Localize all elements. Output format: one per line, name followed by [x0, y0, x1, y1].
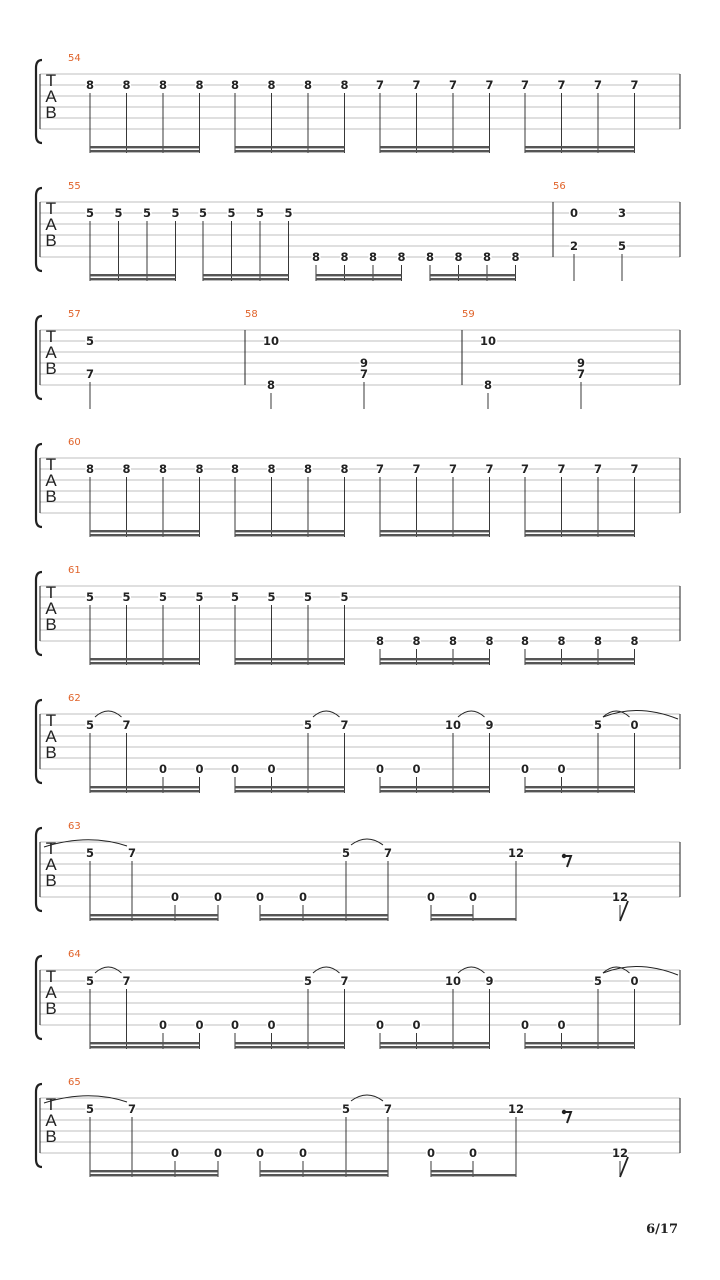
system-bracket	[36, 700, 42, 783]
fret-number: 5	[255, 206, 265, 220]
system-bracket	[36, 444, 42, 527]
beam	[430, 278, 516, 280]
fret-number: 7	[520, 78, 530, 92]
beam	[235, 146, 345, 148]
beam	[90, 1170, 218, 1172]
fret-number: 0	[569, 206, 579, 220]
tab-clef-letter: A	[45, 855, 57, 874]
tab-clef-letter: A	[45, 215, 57, 234]
beam	[380, 658, 490, 660]
tab-clef-letter: A	[45, 599, 57, 618]
fret-number: 10	[479, 334, 497, 348]
fret-number: 0	[230, 762, 240, 776]
tab-system	[36, 53, 680, 153]
system-bracket	[36, 956, 42, 1039]
beam	[431, 918, 473, 920]
fret-number: 9	[485, 974, 494, 988]
tab-clef-letter: B	[45, 231, 57, 250]
fret-number: 5	[303, 974, 313, 988]
beam	[260, 1174, 388, 1176]
fret-number: 12	[507, 1102, 525, 1116]
tab-system	[36, 1077, 680, 1177]
beam	[473, 1174, 516, 1176]
fret-number: 0	[557, 762, 566, 776]
fret-number: 8	[230, 462, 240, 476]
fret-number: 0	[375, 1018, 385, 1032]
fret-number: 8	[593, 634, 603, 648]
fret-number: 0	[298, 1146, 308, 1160]
fret-number: 0	[255, 1146, 265, 1160]
beam	[525, 150, 635, 152]
tab-clef-letter: A	[45, 1111, 57, 1130]
fret-number: 7	[340, 718, 349, 732]
fret-number: 12	[611, 1146, 629, 1160]
fret-number: 8	[85, 462, 95, 476]
tab-clef-letter: A	[45, 87, 57, 106]
fret-number: 5	[85, 334, 95, 348]
fret-number: 7	[122, 974, 131, 988]
beam	[525, 662, 635, 664]
measure-number: 64	[68, 949, 81, 960]
beam	[235, 1042, 345, 1044]
beam	[90, 918, 218, 920]
fret-number: 8	[122, 462, 131, 476]
system-bracket	[36, 1084, 42, 1167]
fret-number: 5	[617, 239, 627, 253]
fret-number: 5	[114, 206, 123, 220]
tab-clef-letter: B	[45, 359, 57, 378]
fret-number: 8	[557, 634, 566, 648]
fret-number: 5	[593, 718, 603, 732]
fret-number: 7	[593, 462, 603, 476]
beam	[90, 278, 176, 280]
fret-number: 7	[557, 78, 566, 92]
fret-number: 7	[557, 462, 566, 476]
fret-number: 8	[412, 634, 421, 648]
fret-number: 7	[630, 78, 639, 92]
beam	[525, 534, 635, 536]
fret-number: 0	[468, 1146, 478, 1160]
beam	[431, 1170, 473, 1172]
fret-number: 5	[303, 718, 313, 732]
fret-number: 0	[213, 890, 223, 904]
eighth-rest-dot	[562, 1110, 566, 1114]
tab-clef-letter: A	[45, 471, 57, 490]
fret-number: 8	[266, 378, 276, 392]
fret-number: 7	[383, 846, 393, 860]
fret-number: 0	[426, 890, 436, 904]
fret-number: 5	[142, 206, 152, 220]
beam	[316, 278, 402, 280]
fret-number: 10	[262, 334, 280, 348]
fret-number: 3	[617, 206, 627, 220]
fret-number: 8	[483, 378, 493, 392]
tab-system	[36, 821, 680, 921]
beam	[260, 914, 388, 916]
beam	[235, 534, 345, 536]
beam	[90, 658, 200, 660]
tab-clef-letter: A	[45, 727, 57, 746]
fret-number: 0	[213, 1146, 223, 1160]
beam	[525, 658, 635, 660]
fret-number: 7	[448, 78, 458, 92]
beam	[380, 662, 490, 664]
fret-number: 7	[485, 462, 494, 476]
tab-clef-letter: B	[45, 1127, 57, 1146]
measure-number: 54	[68, 53, 81, 64]
tab-clef-letter: A	[45, 343, 57, 362]
fret-number: 0	[557, 1018, 566, 1032]
beam	[90, 1042, 200, 1044]
fret-number: 5	[195, 590, 204, 604]
fret-number: 8	[630, 634, 639, 648]
fret-number: 7	[85, 367, 95, 381]
tab-system	[36, 565, 680, 665]
fret-number: 5	[303, 590, 313, 604]
beam	[235, 150, 345, 152]
fret-number: 7	[520, 462, 530, 476]
note-flag	[620, 901, 628, 921]
fret-number: 0	[158, 762, 168, 776]
tab-system	[36, 309, 680, 409]
beam	[380, 534, 490, 536]
beam	[431, 1174, 473, 1176]
beam	[90, 1174, 218, 1176]
beam	[90, 914, 218, 916]
beam	[203, 278, 289, 280]
beam	[380, 1042, 490, 1044]
fret-number: 8	[482, 250, 492, 264]
beam	[260, 918, 388, 920]
tab-clef-letter: B	[45, 999, 57, 1018]
tab-clef-letter: T	[45, 71, 57, 90]
beam	[90, 150, 200, 152]
fret-number: 0	[520, 762, 530, 776]
fret-number: 0	[267, 762, 276, 776]
fret-number: 5	[122, 590, 131, 604]
fret-number: 8	[485, 634, 494, 648]
system-bracket	[36, 188, 42, 271]
fret-number: 8	[303, 78, 313, 92]
tab-clef-letter: T	[45, 711, 57, 730]
tab-system	[36, 437, 680, 537]
measure-number: 59	[462, 309, 475, 320]
beam	[380, 786, 490, 788]
fret-number: 7	[630, 462, 639, 476]
beam	[430, 274, 516, 276]
fret-number: 12	[507, 846, 525, 860]
fret-number: 8	[303, 462, 313, 476]
tie-arc	[603, 966, 678, 975]
beam	[525, 530, 635, 532]
fret-number: 0	[412, 1018, 421, 1032]
tab-clef-letter: T	[45, 839, 57, 858]
fret-number: 5	[85, 590, 95, 604]
beam	[380, 530, 490, 532]
measure-number: 60	[68, 437, 81, 448]
fret-number: 5	[158, 590, 168, 604]
fret-number: 7	[122, 718, 131, 732]
measure-number: 57	[68, 309, 81, 320]
fret-number: 8	[520, 634, 530, 648]
tab-system	[36, 949, 680, 1049]
fret-number: 5	[230, 590, 240, 604]
beam	[525, 1042, 635, 1044]
beam	[90, 530, 200, 532]
beam	[525, 1046, 635, 1048]
fret-number: 0	[230, 1018, 240, 1032]
fret-number: 0	[426, 1146, 436, 1160]
fret-number: 5	[284, 206, 293, 220]
eighth-rest-dot	[562, 854, 566, 858]
fret-number: 7	[485, 78, 494, 92]
measure-number: 63	[68, 821, 81, 832]
fret-number: 10	[444, 974, 462, 988]
fret-number: 8	[425, 250, 435, 264]
fret-number: 7	[412, 462, 421, 476]
fret-number: 0	[412, 762, 421, 776]
beam	[90, 146, 200, 148]
beam	[525, 786, 635, 788]
fret-number: 5	[198, 206, 208, 220]
fret-number: 0	[170, 1146, 180, 1160]
fret-number: 8	[511, 250, 520, 264]
fret-number: 8	[448, 634, 458, 648]
fret-number: 0	[267, 1018, 276, 1032]
beam	[525, 790, 635, 792]
fret-number: 8	[311, 250, 321, 264]
tab-clef-letter: B	[45, 103, 57, 122]
beam	[90, 274, 176, 276]
tab-clef-letter: B	[45, 871, 57, 890]
fret-number: 0	[375, 762, 385, 776]
fret-number: 0	[170, 890, 180, 904]
fret-number: 7	[127, 846, 137, 860]
fret-number: 8	[267, 462, 276, 476]
fret-number: 0	[255, 890, 265, 904]
fret-number: 7	[593, 78, 603, 92]
measure-number: 55	[68, 181, 81, 192]
beam	[90, 790, 200, 792]
beam	[380, 1046, 490, 1048]
fret-number: 9	[485, 718, 494, 732]
fret-number: 5	[593, 974, 603, 988]
fret-number: 5	[227, 206, 236, 220]
fret-number: 0	[630, 974, 639, 988]
beam	[260, 1170, 388, 1172]
tab-clef-letter: T	[45, 1095, 57, 1114]
tab-clef-letter: T	[45, 583, 57, 602]
fret-number: 8	[230, 78, 240, 92]
note-flag	[620, 1157, 628, 1177]
fret-number: 8	[195, 78, 204, 92]
fret-number: 0	[195, 762, 204, 776]
fret-number: 0	[630, 718, 639, 732]
measure-number: 61	[68, 565, 81, 576]
fret-number: 8	[340, 78, 349, 92]
beam	[90, 534, 200, 536]
fret-number: 0	[298, 890, 308, 904]
tab-clef-letter: T	[45, 199, 57, 218]
beam	[235, 790, 345, 792]
fret-number: 9	[359, 356, 369, 370]
fret-number: 5	[267, 590, 276, 604]
measure-number: 65	[68, 1077, 81, 1088]
page-number: 6/17	[646, 1222, 678, 1237]
fret-number: 8	[122, 78, 131, 92]
system-bracket	[36, 316, 42, 399]
tab-clef-letter: T	[45, 455, 57, 474]
fret-number: 8	[195, 462, 204, 476]
fret-number: 0	[468, 890, 478, 904]
fret-number: 8	[158, 462, 168, 476]
beam	[525, 146, 635, 148]
fret-number: 7	[359, 367, 369, 381]
fret-number: 5	[341, 846, 351, 860]
tie-arc	[603, 710, 678, 719]
beam	[203, 274, 289, 276]
fret-number: 9	[576, 356, 586, 370]
fret-number: 8	[375, 634, 385, 648]
fret-number: 5	[340, 590, 349, 604]
tab-system	[36, 693, 680, 793]
beam	[235, 658, 345, 660]
fret-number: 10	[444, 718, 462, 732]
fret-number: 7	[375, 78, 385, 92]
beam	[380, 790, 490, 792]
fret-number: 8	[340, 462, 349, 476]
fret-number: 2	[569, 239, 579, 253]
fret-number: 5	[85, 718, 95, 732]
beam	[380, 146, 490, 148]
tab-clef-letter: A	[45, 983, 57, 1002]
fret-number: 8	[85, 78, 95, 92]
measure-number: 56	[553, 181, 566, 192]
fret-number: 8	[340, 250, 349, 264]
fret-number: 0	[158, 1018, 168, 1032]
tab-clef-letter: T	[45, 327, 57, 346]
fret-number: 8	[158, 78, 168, 92]
beam	[431, 914, 473, 916]
tab-clef-letter: B	[45, 615, 57, 634]
tab-system	[36, 181, 680, 281]
beam	[235, 530, 345, 532]
beam	[90, 1046, 200, 1048]
beam	[90, 786, 200, 788]
fret-number: 8	[397, 250, 406, 264]
fret-number: 7	[412, 78, 421, 92]
fret-number: 7	[576, 367, 586, 381]
beam	[473, 918, 516, 920]
beam	[316, 274, 402, 276]
fret-number: 5	[85, 206, 95, 220]
fret-number: 0	[195, 1018, 204, 1032]
fret-number: 0	[520, 1018, 530, 1032]
fret-number: 5	[85, 1102, 95, 1116]
fret-number: 8	[267, 78, 276, 92]
beam	[235, 662, 345, 664]
fret-number: 7	[340, 974, 349, 988]
fret-number: 5	[85, 846, 95, 860]
measure-number: 58	[245, 309, 258, 320]
fret-number: 7	[448, 462, 458, 476]
fret-number: 7	[375, 462, 385, 476]
beam	[235, 786, 345, 788]
beam	[380, 150, 490, 152]
beam	[90, 662, 200, 664]
fret-number: 5	[85, 974, 95, 988]
system-bracket	[36, 572, 42, 655]
beam	[235, 1046, 345, 1048]
system-bracket	[36, 828, 42, 911]
fret-number: 5	[341, 1102, 351, 1116]
fret-number: 5	[171, 206, 180, 220]
fret-number: 8	[454, 250, 463, 264]
fret-number: 7	[127, 1102, 137, 1116]
measure-number: 62	[68, 693, 81, 704]
tab-clef-letter: B	[45, 487, 57, 506]
fret-number: 8	[368, 250, 378, 264]
tab-clef-letter: T	[45, 967, 57, 986]
fret-number: 7	[383, 1102, 393, 1116]
system-bracket	[36, 60, 42, 143]
fret-number: 12	[611, 890, 629, 904]
tab-clef-letter: B	[45, 743, 57, 762]
